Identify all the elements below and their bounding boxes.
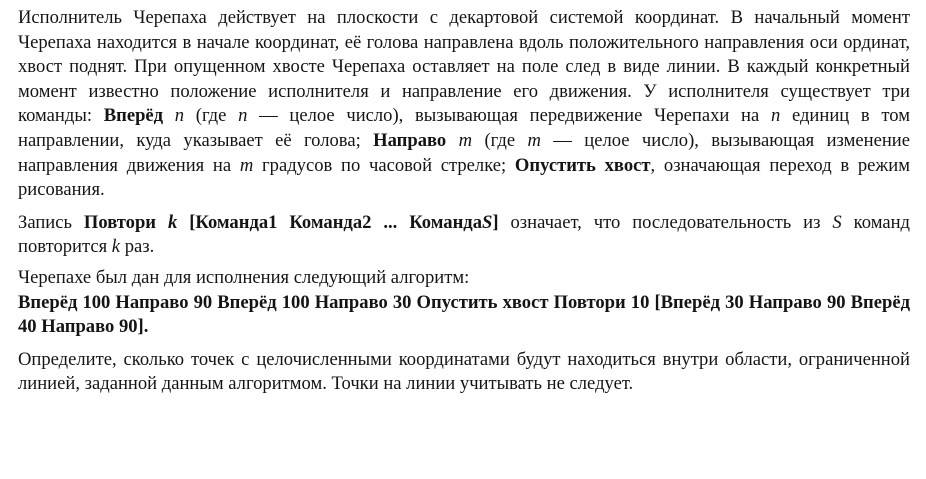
command-lower-tail: Опустить хвост	[514, 154, 651, 176]
variable-n: n	[770, 105, 781, 127]
variable-m: m	[239, 154, 254, 176]
intro-paragraph	[18, 6, 910, 203]
variable-k: k	[167, 211, 178, 233]
variable-s: S	[832, 211, 842, 233]
intro-text: , означающая переход в режим рисования.	[18, 154, 910, 201]
repeat-text: команд повторится	[18, 211, 910, 258]
variable-m: m	[458, 129, 473, 151]
algorithm-text: Вперёд 100 Направо 90 Вперёд 100 Направо 30 Опустить хвост Повтори 10 [Вперёд 30 Направо 90 Вперёд 40 Направо 90].	[18, 291, 910, 338]
intro-text: (где	[472, 129, 528, 151]
variable-n: n	[174, 105, 185, 127]
intro-text: Исполнитель Черепаха действует на плоскости с декартовой системой координат. В начальный момент Черепаха находится в начале координат, её голова направлена вдоль положительного направления оси ординат, хвост поднят. При опущенном хвосте Черепаха оставляет на поле след в виде линии. В каждый конкретный момент известно положение исполнителя и направление его движения. У исполнителя существует три команды:	[18, 7, 910, 127]
command-list-end: ]	[492, 211, 499, 233]
intro-text: — целое число), вызывающая передвижение Черепахи на	[247, 105, 771, 127]
variable-s: S	[482, 211, 493, 233]
command-forward: Вперёд	[103, 105, 164, 127]
intro-text: единиц в том направлении, куда указывает её голова;	[18, 105, 911, 151]
command-right: Направо	[373, 129, 447, 151]
repeat-text: Запись	[18, 211, 84, 233]
repeat-text: раз.	[120, 236, 155, 258]
repeat-text: означает, что последовательность из	[498, 211, 833, 233]
algorithm-intro: Черепахе был дан для исполнения следующий алгоритм:	[18, 266, 470, 288]
intro-text: градусов по часовой стрелке;	[253, 154, 515, 176]
variable-n: n	[238, 105, 248, 127]
intro-text: — целое число), вызывающая изменение направления движения на	[18, 129, 911, 176]
variable-k: k	[111, 236, 121, 258]
intro-text: (где	[184, 105, 239, 127]
repeat-paragraph	[18, 211, 910, 260]
variable-m: m	[527, 129, 541, 151]
command-list: [Команда1 Команда2 ... Команда	[189, 211, 482, 233]
question-paragraph: Определите, сколько точек с целочисленными координатами будут находиться внутри области, ограниченной линией, заданной данным алгоритмом. Точки на линии учитывать не следует.	[18, 348, 910, 395]
task-text	[18, 6, 910, 397]
command-repeat: Повтори	[83, 211, 157, 233]
